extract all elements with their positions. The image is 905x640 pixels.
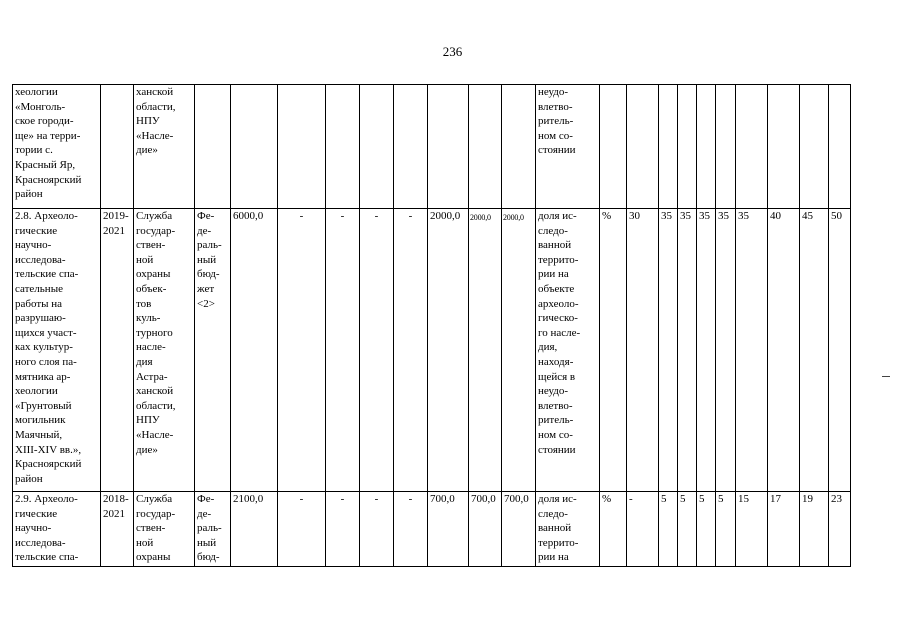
years-cell: 2018- 2021 xyxy=(101,492,134,567)
measure-name-cell: 2.8. Археоло- гические научно- исследова- тельские спа- сательные работы на разрушаю- щихся участ- ках культур- ного слоя па- мятника ар- хеологии «Грунтовый могильник Маячный, XIII-XIV вв.», Красноярский район xyxy=(13,209,101,492)
year-amount-cell: - xyxy=(360,209,394,492)
year-amount-cell: 2000,0 xyxy=(502,209,536,492)
year-amount-cell: - xyxy=(278,209,326,492)
target-value-cell xyxy=(627,85,659,209)
target-value-cell xyxy=(768,85,800,209)
year-amount-cell: 700,0 xyxy=(428,492,469,567)
target-value-cell: 15 xyxy=(736,492,768,567)
page-number: 236 xyxy=(442,44,463,59)
year-amount-cell: - xyxy=(360,492,394,567)
year-amount-cell xyxy=(326,85,360,209)
unit-cell: % xyxy=(600,492,627,567)
target-value-cell xyxy=(736,85,768,209)
year-amount-cell: - xyxy=(326,492,360,567)
funding-source-cell: Фе- де- раль- ный бюд- жет <2> xyxy=(195,209,231,492)
measure-name-cell: хеологии «Монголь- ское городи- ще» на терри- тории с. Красный Яр, Красноярский район xyxy=(13,85,101,209)
year-amount-cell xyxy=(360,85,394,209)
executor-cell: Служба государ- ствен- ной охраны объек- тов куль- турного насле- дия Астра- ханской области, НПУ «Насле- дие» xyxy=(134,209,195,492)
target-value-cell: 35 xyxy=(736,209,768,492)
year-amount-cell: - xyxy=(326,209,360,492)
year-amount-cell xyxy=(278,85,326,209)
target-value-cell xyxy=(829,85,851,209)
target-value-cell: 17 xyxy=(768,492,800,567)
table-row xyxy=(13,209,851,492)
target-value-cell: 45 xyxy=(800,209,829,492)
target-value-cell xyxy=(800,85,829,209)
years-cell xyxy=(101,85,134,209)
target-value-cell: 5 xyxy=(716,492,736,567)
indicator-cell: доля ис- следо- ванной террито- рии на xyxy=(536,492,600,567)
year-amount-cell: 2000,0 xyxy=(428,209,469,492)
target-value-cell xyxy=(678,85,697,209)
year-amount-cell: 700,0 xyxy=(502,492,536,567)
unit-cell: % xyxy=(600,209,627,492)
target-value-cell xyxy=(716,85,736,209)
target-value-cell: 35 xyxy=(678,209,697,492)
target-value-cell: 50 xyxy=(829,209,851,492)
unit-cell xyxy=(600,85,627,209)
target-value-cell: 23 xyxy=(829,492,851,567)
target-value-cell: - xyxy=(627,492,659,567)
total-cell: 2100,0 xyxy=(231,492,278,567)
total-cell xyxy=(231,85,278,209)
funding-source-cell: Фе- де- раль- ный бюд- xyxy=(195,492,231,567)
total-cell: 6000,0 xyxy=(231,209,278,492)
table-row xyxy=(13,492,851,567)
scan-mark xyxy=(882,376,890,377)
table-row xyxy=(13,85,851,209)
year-amount-cell xyxy=(469,85,502,209)
target-value-cell: 35 xyxy=(716,209,736,492)
target-value-cell: 5 xyxy=(678,492,697,567)
target-value-cell: 35 xyxy=(659,209,678,492)
target-value-cell: 5 xyxy=(659,492,678,567)
target-value-cell: 40 xyxy=(768,209,800,492)
year-amount-cell: 700,0 xyxy=(469,492,502,567)
target-value-cell: 30 xyxy=(627,209,659,492)
executor-cell: Служба государ- ствен- ной охраны xyxy=(134,492,195,567)
program-table xyxy=(12,84,851,567)
year-amount-cell xyxy=(428,85,469,209)
year-amount-cell xyxy=(394,85,428,209)
indicator-cell: доля ис- следо- ванной террито- рии на объекте археоло- гическо- го насле- дия, находя- щейся в неудо- влетво- ритель- ном со- стоянии xyxy=(536,209,600,492)
target-value-cell xyxy=(659,85,678,209)
year-amount-cell: - xyxy=(394,209,428,492)
indicator-cell: неудо- влетво- ритель- ном со- стоянии xyxy=(536,85,600,209)
year-amount-cell: - xyxy=(278,492,326,567)
year-amount-cell: 2000,0 xyxy=(469,209,502,492)
target-value-cell: 19 xyxy=(800,492,829,567)
years-cell: 2019- 2021 xyxy=(101,209,134,492)
year-amount-cell: - xyxy=(394,492,428,567)
target-value-cell: 35 xyxy=(697,209,716,492)
year-amount-cell xyxy=(502,85,536,209)
measure-name-cell: 2.9. Археоло- гические научно- исследова- тельские спа- xyxy=(13,492,101,567)
executor-cell: ханской области, НПУ «Насле- дие» xyxy=(134,85,195,209)
target-value-cell xyxy=(697,85,716,209)
target-value-cell: 5 xyxy=(697,492,716,567)
funding-source-cell xyxy=(195,85,231,209)
